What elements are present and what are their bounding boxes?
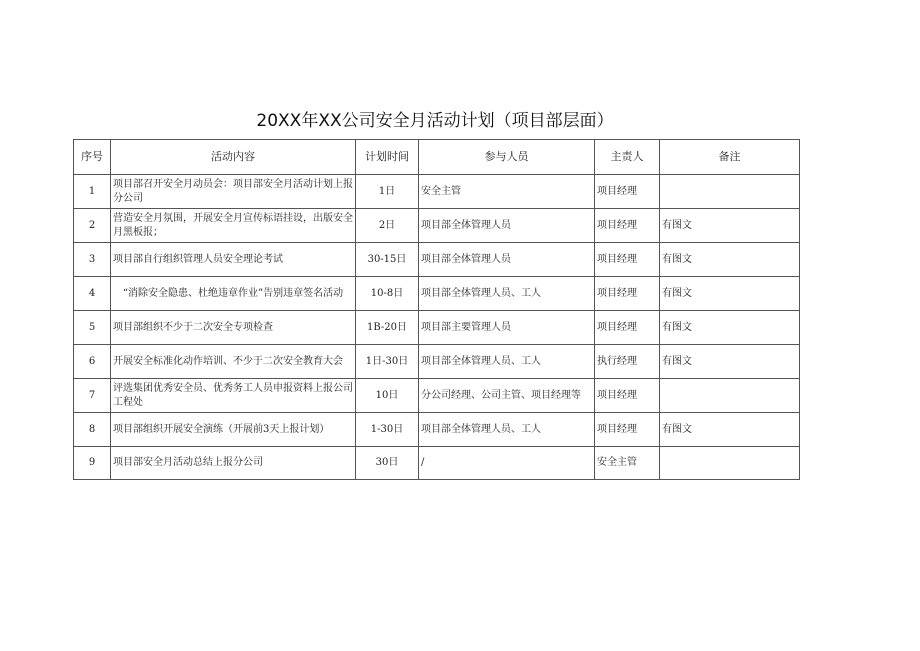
row-no: 9 [74, 447, 111, 480]
table-row [74, 413, 800, 447]
row-remark [660, 175, 800, 209]
row-content: 项目部组织开展安全演练（开展前3天上报计划） [111, 413, 356, 447]
table-row [74, 277, 800, 311]
row-owner: 执行经理 [595, 345, 660, 379]
row-time: 1日 [356, 175, 419, 209]
row-owner: 项目经理 [595, 311, 660, 345]
header-content: 活动内容 [111, 140, 356, 175]
row-time: 1日-30日 [356, 345, 419, 379]
row-owner: 项目经理 [595, 209, 660, 243]
activity-plan-table [73, 139, 800, 480]
row-content: 营造安全月氛围，开展安全月宣传标语挂设，出版安全月黑板报； [111, 209, 356, 243]
row-content: 项目部召开安全月动员会：项目部安全月活动计划上报分公司 [111, 175, 356, 209]
table-row [74, 345, 800, 379]
row-content: 项目部组织不少于二次安全专项检查 [111, 311, 356, 345]
row-no: 5 [74, 311, 111, 345]
row-time: 2日 [356, 209, 419, 243]
row-owner: 项目经理 [595, 277, 660, 311]
row-no: 6 [74, 345, 111, 379]
row-remark: 有图文 [660, 277, 800, 311]
table-row [74, 379, 800, 413]
header-time: 计划时间 [356, 140, 419, 175]
row-content: 项目部自行组织管理人员安全理论考试 [111, 243, 356, 277]
row-time: 30日 [356, 447, 419, 480]
row-participants: 项目部全体管理人员、工人 [419, 277, 595, 311]
row-time: 30-15日 [356, 243, 419, 277]
header-no: 序号 [74, 140, 111, 175]
row-owner: 项目经理 [595, 379, 660, 413]
row-owner: 项目经理 [595, 175, 660, 209]
row-no: 8 [74, 413, 111, 447]
row-no: 3 [74, 243, 111, 277]
row-participants: 项目部全体管理人员 [419, 243, 595, 277]
row-remark: 有图文 [660, 209, 800, 243]
table-row [74, 209, 800, 243]
table-header-row [74, 140, 800, 175]
row-participants: / [419, 447, 595, 480]
row-content: 评选集团优秀安全员、优秀务工人员申报资料上报公司工程处 [111, 379, 356, 413]
table-row [74, 311, 800, 345]
table-row [74, 175, 800, 209]
row-no: 1 [74, 175, 111, 209]
row-remark [660, 379, 800, 413]
header-participants: 参与人员 [419, 140, 595, 175]
row-no: 7 [74, 379, 111, 413]
row-owner: 项目经理 [595, 243, 660, 277]
row-participants: 项目部主要管理人员 [419, 311, 595, 345]
page-title: 20XX年XX公司安全月活动计划（项目部层面） [256, 111, 614, 131]
row-remark [660, 447, 800, 480]
row-content: “消除安全隐患、杜绝违章作业”告别违章签名活动 [111, 277, 356, 311]
header-owner: 主责人 [595, 140, 660, 175]
row-participants: 项目部全体管理人员 [419, 209, 595, 243]
table-row [74, 243, 800, 277]
row-no: 4 [74, 277, 111, 311]
row-participants: 安全主管 [419, 175, 595, 209]
row-time: 10-8日 [356, 277, 419, 311]
header-remark: 备注 [660, 140, 800, 175]
row-time: 1B-20日 [356, 311, 419, 345]
row-remark: 有图文 [660, 413, 800, 447]
row-participants: 分公司经理、公司主管、项目经理等 [419, 379, 595, 413]
row-no: 2 [74, 209, 111, 243]
row-owner: 项目经理 [595, 413, 660, 447]
row-time: 1-30日 [356, 413, 419, 447]
row-remark: 有图文 [660, 345, 800, 379]
table-row [74, 447, 800, 480]
row-time: 10日 [356, 379, 419, 413]
row-participants: 项目部全体管理人员、工人 [419, 413, 595, 447]
row-content: 开展安全标准化动作培训、不少于二次安全教育大会 [111, 345, 356, 379]
row-content: 项目部安全月活动总结上报分公司 [111, 447, 356, 480]
row-owner: 安全主管 [595, 447, 660, 480]
row-remark: 有图文 [660, 243, 800, 277]
row-remark: 有图文 [660, 311, 800, 345]
row-participants: 项目部全体管理人员、工人 [419, 345, 595, 379]
